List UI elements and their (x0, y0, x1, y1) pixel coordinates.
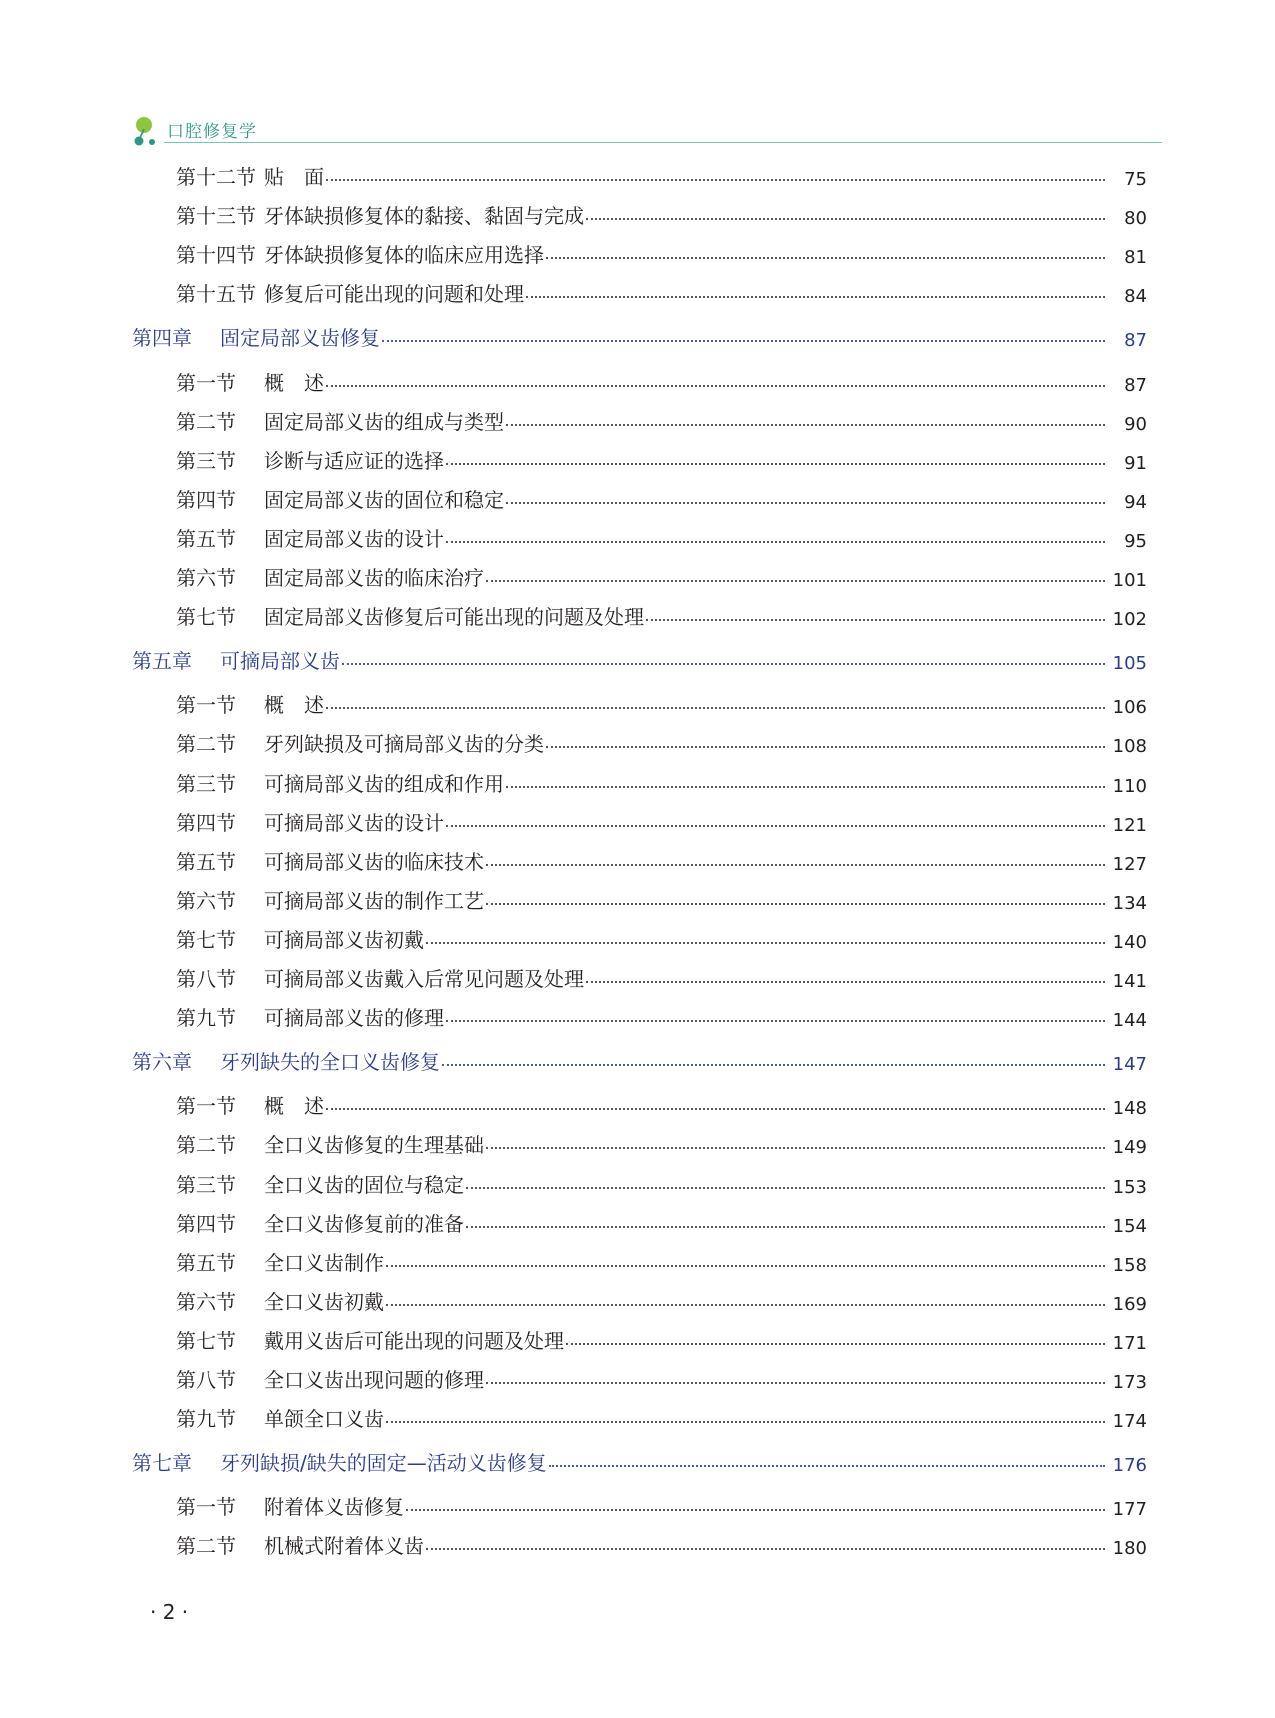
entry-page-number: 158 (1112, 1255, 1147, 1276)
toc-section-entry[interactable] (176, 962, 1147, 992)
dot-leader (549, 1465, 1105, 1467)
entry-number: 第一节 (176, 1094, 236, 1118)
dot-leader (486, 864, 1105, 866)
entry-title: 修复后可能出现的问题和处理 (264, 282, 524, 306)
entry-number: 第六章 (132, 1050, 192, 1074)
entry-page-number: 87 (1124, 375, 1147, 396)
entry-page-number: 141 (1112, 971, 1147, 992)
dot-leader (546, 746, 1105, 748)
entry-page-number: 75 (1124, 169, 1147, 190)
entry-page-number: 153 (1112, 1177, 1147, 1198)
entry-number: 第九节 (176, 1006, 236, 1030)
entry-title: 可摘局部义齿初戴 (264, 928, 424, 952)
entry-title: 固定局部义齿修复 (220, 326, 380, 350)
toc-section-entry[interactable] (176, 277, 1147, 307)
entry-number: 第三节 (176, 772, 236, 796)
entry-number: 第六节 (176, 889, 236, 913)
entry-title: 牙体缺损修复体的黏接、黏固与完成 (264, 204, 584, 228)
entry-number: 第五节 (176, 850, 236, 874)
entry-number: 第六节 (176, 566, 236, 590)
entry-title: 全口义齿的固位与稳定 (264, 1173, 464, 1197)
entry-title: 概 述 (264, 1094, 324, 1118)
dot-leader (566, 1343, 1105, 1345)
dot-leader (442, 1064, 1105, 1066)
entry-title: 可摘局部义齿的临床技术 (264, 850, 484, 874)
entry-page-number: 91 (1124, 453, 1147, 474)
entry-page-number: 176 (1112, 1455, 1147, 1476)
toc-section-entry[interactable] (176, 1363, 1147, 1393)
entry-number: 第一节 (176, 1495, 236, 1519)
toc-section-entry[interactable] (176, 1128, 1147, 1158)
entry-page-number: 149 (1112, 1137, 1147, 1158)
entry-number: 第八节 (176, 1368, 236, 1392)
entry-number: 第五章 (132, 649, 192, 673)
entry-title: 固定局部义齿的组成与类型 (264, 410, 504, 434)
entry-page-number: 110 (1112, 776, 1147, 797)
toc-section-entry[interactable] (176, 561, 1147, 591)
dot-leader (646, 619, 1105, 621)
entry-number: 第三节 (176, 449, 236, 473)
toc-section-entry[interactable] (176, 238, 1147, 268)
entry-title: 可摘局部义齿 (220, 649, 340, 673)
dot-leader (506, 502, 1105, 504)
entry-number: 第七节 (176, 928, 236, 952)
entry-number: 第一节 (176, 693, 236, 717)
entry-number: 第十四节 (176, 243, 256, 267)
entry-page-number: 108 (1112, 736, 1147, 757)
entry-number: 第二节 (176, 732, 236, 756)
entry-number: 第六节 (176, 1290, 236, 1314)
entry-page-number: 171 (1112, 1333, 1147, 1354)
entry-title: 全口义齿修复前的准备 (264, 1212, 464, 1236)
toc-section-entry[interactable] (176, 1168, 1147, 1198)
toc-section-entry[interactable] (176, 884, 1147, 914)
entry-page-number: 127 (1112, 854, 1147, 875)
entry-title: 概 述 (264, 371, 324, 395)
dot-leader (446, 1020, 1105, 1022)
toc-section-entry[interactable] (176, 1490, 1147, 1520)
entry-number: 第四节 (176, 488, 236, 512)
dot-leader (586, 981, 1105, 983)
entry-title: 固定局部义齿的临床治疗 (264, 566, 484, 590)
entry-page-number: 105 (1112, 653, 1147, 674)
entry-title: 贴 面 (264, 165, 324, 189)
toc-section-entry[interactable] (176, 1529, 1147, 1559)
entry-number: 第十二节 (176, 165, 256, 189)
dot-leader (506, 786, 1105, 788)
entry-title: 可摘局部义齿的设计 (264, 811, 444, 835)
entry-number: 第五节 (176, 527, 236, 551)
entry-page-number: 102 (1112, 609, 1147, 630)
entry-number: 第七节 (176, 1329, 236, 1353)
entry-title: 牙列缺损及可摘局部义齿的分类 (264, 732, 544, 756)
dot-leader (466, 1226, 1105, 1228)
toc-section-entry[interactable] (176, 444, 1147, 474)
dot-leader (386, 1421, 1105, 1423)
toc-section-entry[interactable] (176, 1001, 1147, 1031)
entry-page-number: 121 (1112, 815, 1147, 836)
toc-section-entry[interactable] (176, 160, 1147, 190)
entry-page-number: 169 (1112, 1294, 1147, 1315)
dot-leader (386, 1265, 1105, 1267)
dot-leader (446, 463, 1105, 465)
toc-section-entry[interactable] (176, 1285, 1147, 1315)
toc-section-entry[interactable] (176, 806, 1147, 836)
book-title: 口腔修复学 (167, 122, 257, 142)
dot-leader (426, 942, 1105, 944)
entry-title: 可摘局部义齿的组成和作用 (264, 772, 504, 796)
entry-title: 全口义齿出现问题的修理 (264, 1368, 484, 1392)
entry-title: 概 述 (264, 693, 324, 717)
entry-title: 全口义齿修复的生理基础 (264, 1133, 484, 1157)
entry-page-number: 147 (1112, 1054, 1147, 1075)
toc-section-entry[interactable] (176, 1246, 1147, 1276)
entry-number: 第二节 (176, 410, 236, 434)
toc-chapter-entry[interactable] (132, 1446, 1147, 1476)
dot-leader (446, 541, 1105, 543)
toc-section-entry[interactable] (176, 1402, 1147, 1432)
toc-section-entry[interactable] (176, 600, 1147, 630)
entry-page-number: 95 (1124, 531, 1147, 552)
toc-section-entry[interactable] (176, 923, 1147, 953)
page-number: · 2 · (150, 1600, 189, 1624)
entry-title: 牙列缺损/缺失的固定—活动义齿修复 (220, 1451, 547, 1475)
entry-page-number: 90 (1124, 414, 1147, 435)
entry-page-number: 177 (1112, 1499, 1147, 1520)
dot-leader (326, 707, 1105, 709)
entry-title: 诊断与适应证的选择 (264, 449, 444, 473)
entry-number: 第二节 (176, 1133, 236, 1157)
molecule-dots-icon (130, 115, 160, 149)
dot-leader (326, 385, 1105, 387)
dot-leader (486, 1382, 1105, 1384)
toc-section-entry[interactable] (176, 405, 1147, 435)
dot-leader (406, 1509, 1105, 1511)
toc-section-entry[interactable] (176, 483, 1147, 513)
entry-number: 第十五节 (176, 282, 256, 306)
toc-chapter-entry[interactable] (132, 1045, 1147, 1075)
entry-page-number: 134 (1112, 893, 1147, 914)
toc-section-entry[interactable] (176, 1324, 1147, 1354)
entry-title: 固定局部义齿的设计 (264, 527, 444, 551)
entry-number: 第七节 (176, 605, 236, 629)
entry-title: 可摘局部义齿的修理 (264, 1006, 444, 1030)
toc-chapter-entry[interactable] (132, 644, 1147, 674)
entry-title: 牙列缺失的全口义齿修复 (220, 1050, 440, 1074)
entry-page-number: 144 (1112, 1010, 1147, 1031)
entry-page-number: 140 (1112, 932, 1147, 953)
entry-page-number: 94 (1124, 492, 1147, 513)
dot-leader (586, 218, 1105, 220)
toc-section-entry[interactable] (176, 366, 1147, 396)
dot-leader (466, 1187, 1105, 1189)
entry-page-number: 180 (1112, 1538, 1147, 1559)
entry-number: 第七章 (132, 1451, 192, 1475)
dot-leader (326, 1108, 1105, 1110)
dot-leader (426, 1548, 1105, 1550)
entry-page-number: 81 (1124, 247, 1147, 268)
toc-section-entry[interactable] (176, 688, 1147, 718)
dot-leader (382, 340, 1105, 342)
toc-section-entry[interactable] (176, 1207, 1147, 1237)
entry-title: 全口义齿制作 (264, 1251, 384, 1275)
toc-section-entry[interactable] (176, 199, 1147, 229)
entry-title: 全口义齿初戴 (264, 1290, 384, 1314)
dot-leader (506, 424, 1105, 426)
entry-number: 第三节 (176, 1173, 236, 1197)
dot-leader (446, 825, 1105, 827)
entry-page-number: 80 (1124, 208, 1147, 229)
toc-section-entry[interactable] (176, 1089, 1147, 1119)
entry-title: 可摘局部义齿戴入后常见问题及处理 (264, 967, 584, 991)
entry-number: 第十三节 (176, 204, 256, 228)
toc-section-entry[interactable] (176, 727, 1147, 757)
entry-number: 第四节 (176, 811, 236, 835)
entry-page-number: 148 (1112, 1098, 1147, 1119)
toc-section-entry[interactable] (176, 767, 1147, 797)
dot-leader (546, 257, 1105, 259)
entry-title: 固定局部义齿修复后可能出现的问题及处理 (264, 605, 644, 629)
entry-page-number: 173 (1112, 1372, 1147, 1393)
entry-number: 第一节 (176, 371, 236, 395)
dot-leader (342, 663, 1105, 665)
dot-leader (386, 1304, 1105, 1306)
running-header (118, 105, 1148, 145)
entry-number: 第四章 (132, 326, 192, 350)
entry-page-number: 101 (1112, 570, 1147, 591)
dot-leader (486, 580, 1105, 582)
entry-title: 单颌全口义齿 (264, 1407, 384, 1431)
dot-leader (326, 179, 1105, 181)
dot-leader (486, 1147, 1105, 1149)
toc-section-entry[interactable] (176, 845, 1147, 875)
entry-number: 第八节 (176, 967, 236, 991)
entry-page-number: 174 (1112, 1411, 1147, 1432)
header-rule (164, 142, 1162, 143)
toc-chapter-entry[interactable] (132, 321, 1147, 351)
entry-number: 第四节 (176, 1212, 236, 1236)
entry-number: 第二节 (176, 1534, 236, 1558)
entry-title: 可摘局部义齿的制作工艺 (264, 889, 484, 913)
toc-section-entry[interactable] (176, 522, 1147, 552)
entry-title: 机械式附着体义齿 (264, 1534, 424, 1558)
entry-number: 第九节 (176, 1407, 236, 1431)
entry-page-number: 154 (1112, 1216, 1147, 1237)
entry-title: 固定局部义齿的固位和稳定 (264, 488, 504, 512)
dot-leader (486, 903, 1105, 905)
entry-title: 戴用义齿后可能出现的问题及处理 (264, 1329, 564, 1353)
entry-number: 第五节 (176, 1251, 236, 1275)
dot-leader (526, 296, 1105, 298)
entry-title: 附着体义齿修复 (264, 1495, 404, 1519)
entry-page-number: 87 (1124, 330, 1147, 351)
entry-page-number: 84 (1124, 286, 1147, 307)
entry-page-number: 106 (1112, 697, 1147, 718)
entry-title: 牙体缺损修复体的临床应用选择 (264, 243, 544, 267)
